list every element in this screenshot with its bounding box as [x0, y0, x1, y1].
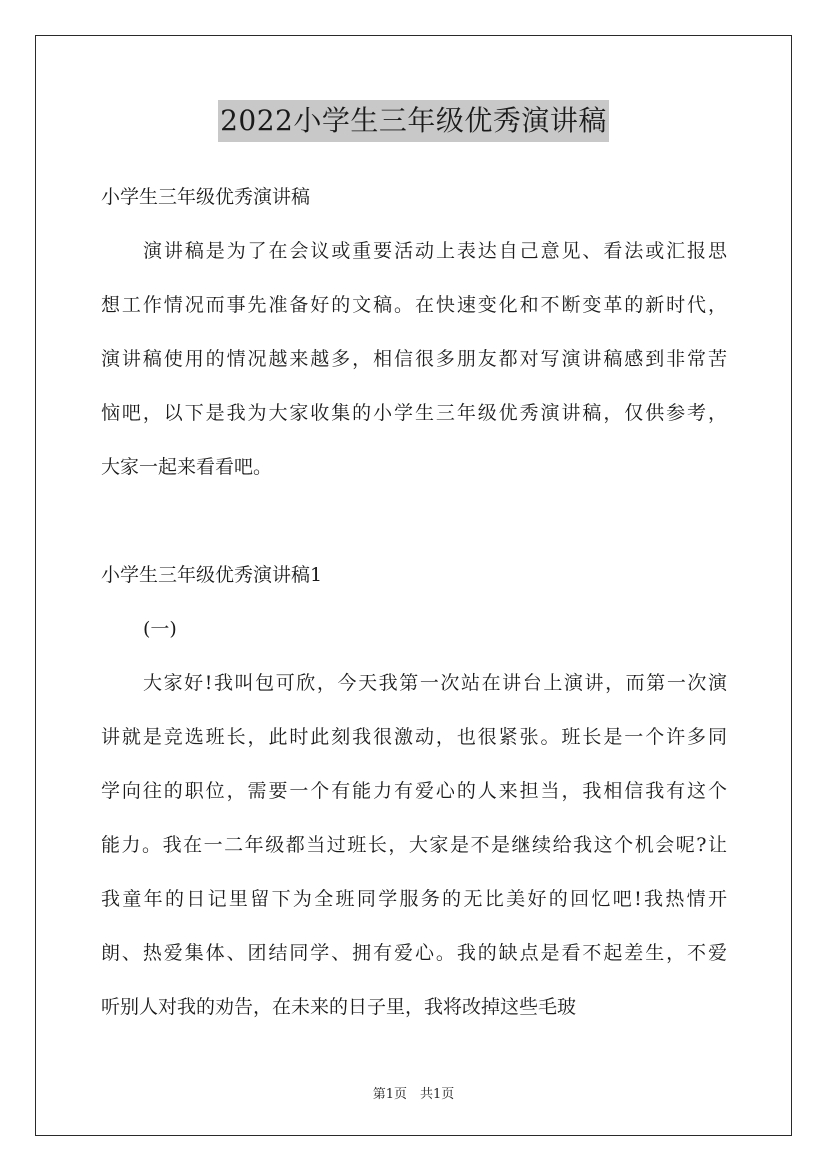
page-footer: 第1页 共1页: [372, 1087, 455, 1102]
spacer: [101, 494, 727, 548]
body-line: 听别人对我的劝告，在未来的日子里，我将改掉这些毛玻: [101, 996, 577, 1018]
body-line: 大家好!我叫包可欣，今天我第一次站在讲台上演讲，而第一次演: [143, 672, 727, 694]
document-body: [101, 170, 727, 1034]
body-line: 学向往的职位，需要一个有能力有爱心的人来担当，我相信我有这个: [101, 780, 727, 802]
subtitle: 小学生三年级优秀演讲稿: [101, 186, 311, 208]
document-title: 2022小学生三年级优秀演讲稿: [218, 100, 609, 142]
intro-line: 大家一起来看看吧。: [101, 456, 273, 478]
body-line: 我童年的日记里留下为全班同学服务的无比美好的回忆吧!我热情开: [101, 888, 727, 910]
body-line: 朗、热爱集体、团结同学、拥有爱心。我的缺点是看不起差生，不爱: [101, 942, 727, 964]
section-subheading: (一): [143, 618, 177, 640]
section-heading: 小学生三年级优秀演讲稿1: [101, 564, 323, 586]
intro-line: 演讲稿使用的情况越来越多，相信很多朋友都对写演讲稿感到非常苦: [101, 348, 727, 370]
body-line: 讲就是竞选班长，此时此刻我很激动，也很紧张。班长是一个许多同: [101, 726, 727, 748]
body-line: 能力。我在一二年级都当过班长，大家是不是继续给我这个机会呢?让: [101, 834, 727, 856]
title-container: [0, 100, 827, 142]
intro-line: 演讲稿是为了在会议或重要活动上表达自己意见、看法或汇报思: [143, 240, 727, 262]
intro-line: 想工作情况而事先准备好的文稿。在快速变化和不断变革的新时代，: [101, 294, 727, 316]
intro-line: 恼吧，以下是我为大家收集的小学生三年级优秀演讲稿，仅供参考，: [101, 402, 727, 424]
